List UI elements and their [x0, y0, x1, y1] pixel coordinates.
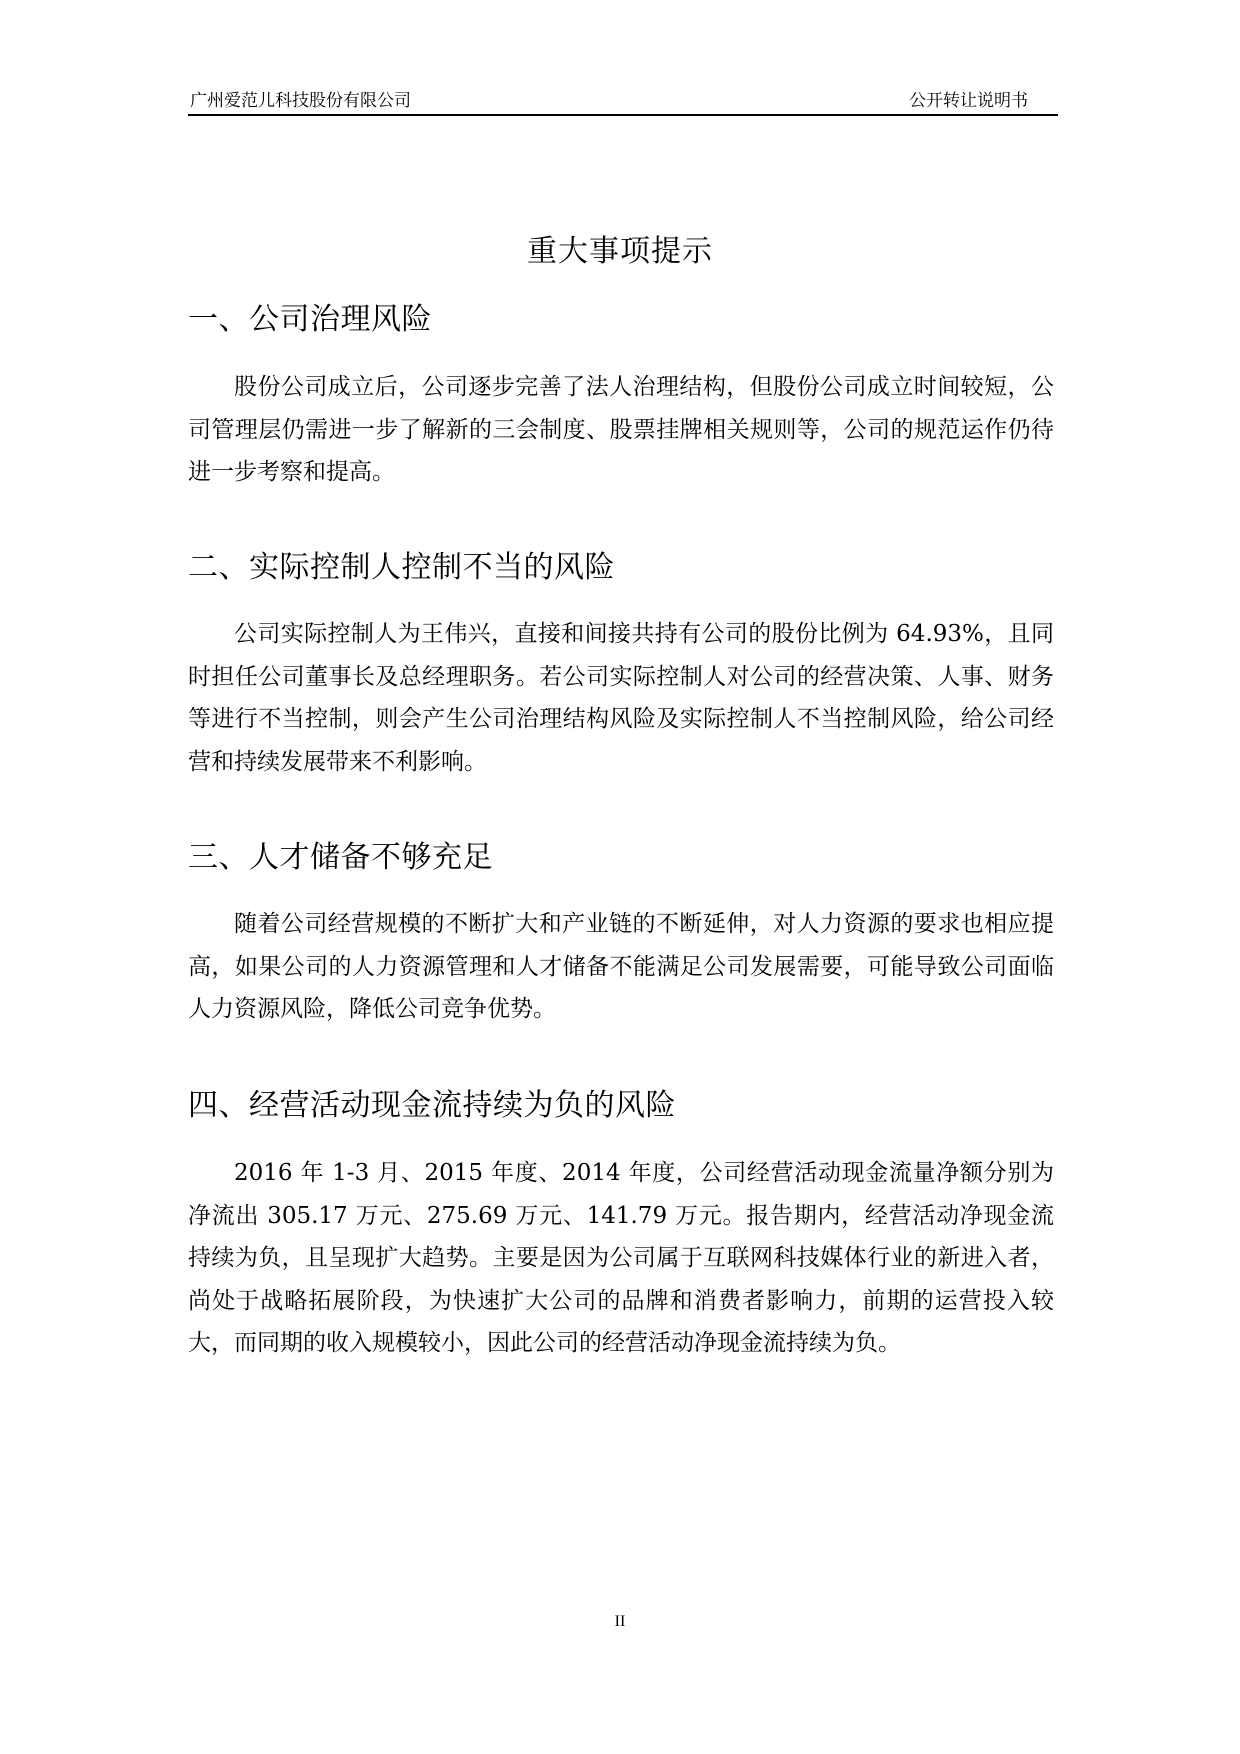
header-document-type: 公开转让说明书 — [909, 91, 1028, 111]
page-number: II — [614, 1613, 626, 1630]
section-body-1: 股份公司成立后，公司逐步完善了法人治理结构，但股份公司成立时间较短，公司管理层仍需进一步了解新的三会制度、股票挂牌相关规则等，公司的规范运作仍待进一步考察和提高。 — [188, 374, 1054, 485]
section-heading-2: 二、实际控制人控制不当的风险 — [188, 550, 615, 585]
section-heading-3: 三、人才储备不够充足 — [188, 840, 493, 875]
header-company-name: 广州爱范儿科技股份有限公司 — [190, 91, 411, 111]
section-heading-4: 四、经营活动现金流持续为负的风险 — [188, 1088, 676, 1123]
section-heading-1: 一、公司治理风险 — [188, 302, 432, 337]
page-header — [188, 82, 1058, 116]
section-body-3: 随着公司经营规模的不断扩大和产业链的不断延伸，对人力资源的要求也相应提高，如果公司的人力资源管理和人才储备不能满足公司发展需要，可能导致公司面临人力资源风险，降低公司竞争优势。 — [188, 911, 1054, 1022]
page-title: 重大事项提示 — [527, 234, 713, 269]
section-body-2: 公司实际控制人为王伟兴，直接和间接共持有公司的股份比例为 64.93%，且同时担任公司董事长及总经理职务。若公司实际控制人对公司的经营决策、人事、财务等进行不当控制，则会产生公司治理结构风险及实际控制人不当控制风险，给公司经营和持续发展带来不利影响。 — [188, 621, 1054, 775]
section-body-4: 2016 年 1-3 月、2015 年度、2014 年度，公司经营活动现金流量净额分别为净流出 305.17 万元、275.69 万元、141.79 万元。报告期内，经营活动净现金流持续为负，且呈现扩大趋势。主要是因为公司属于互联网科技媒体行业的新进入者，尚处于战略拓展阶段，为快速扩大公司的品牌和消费者影响力，前期的运营投入较大，而同期的收入规模较小，因此公司的经营活动净现金流持续为负。 — [188, 1160, 1054, 1356]
